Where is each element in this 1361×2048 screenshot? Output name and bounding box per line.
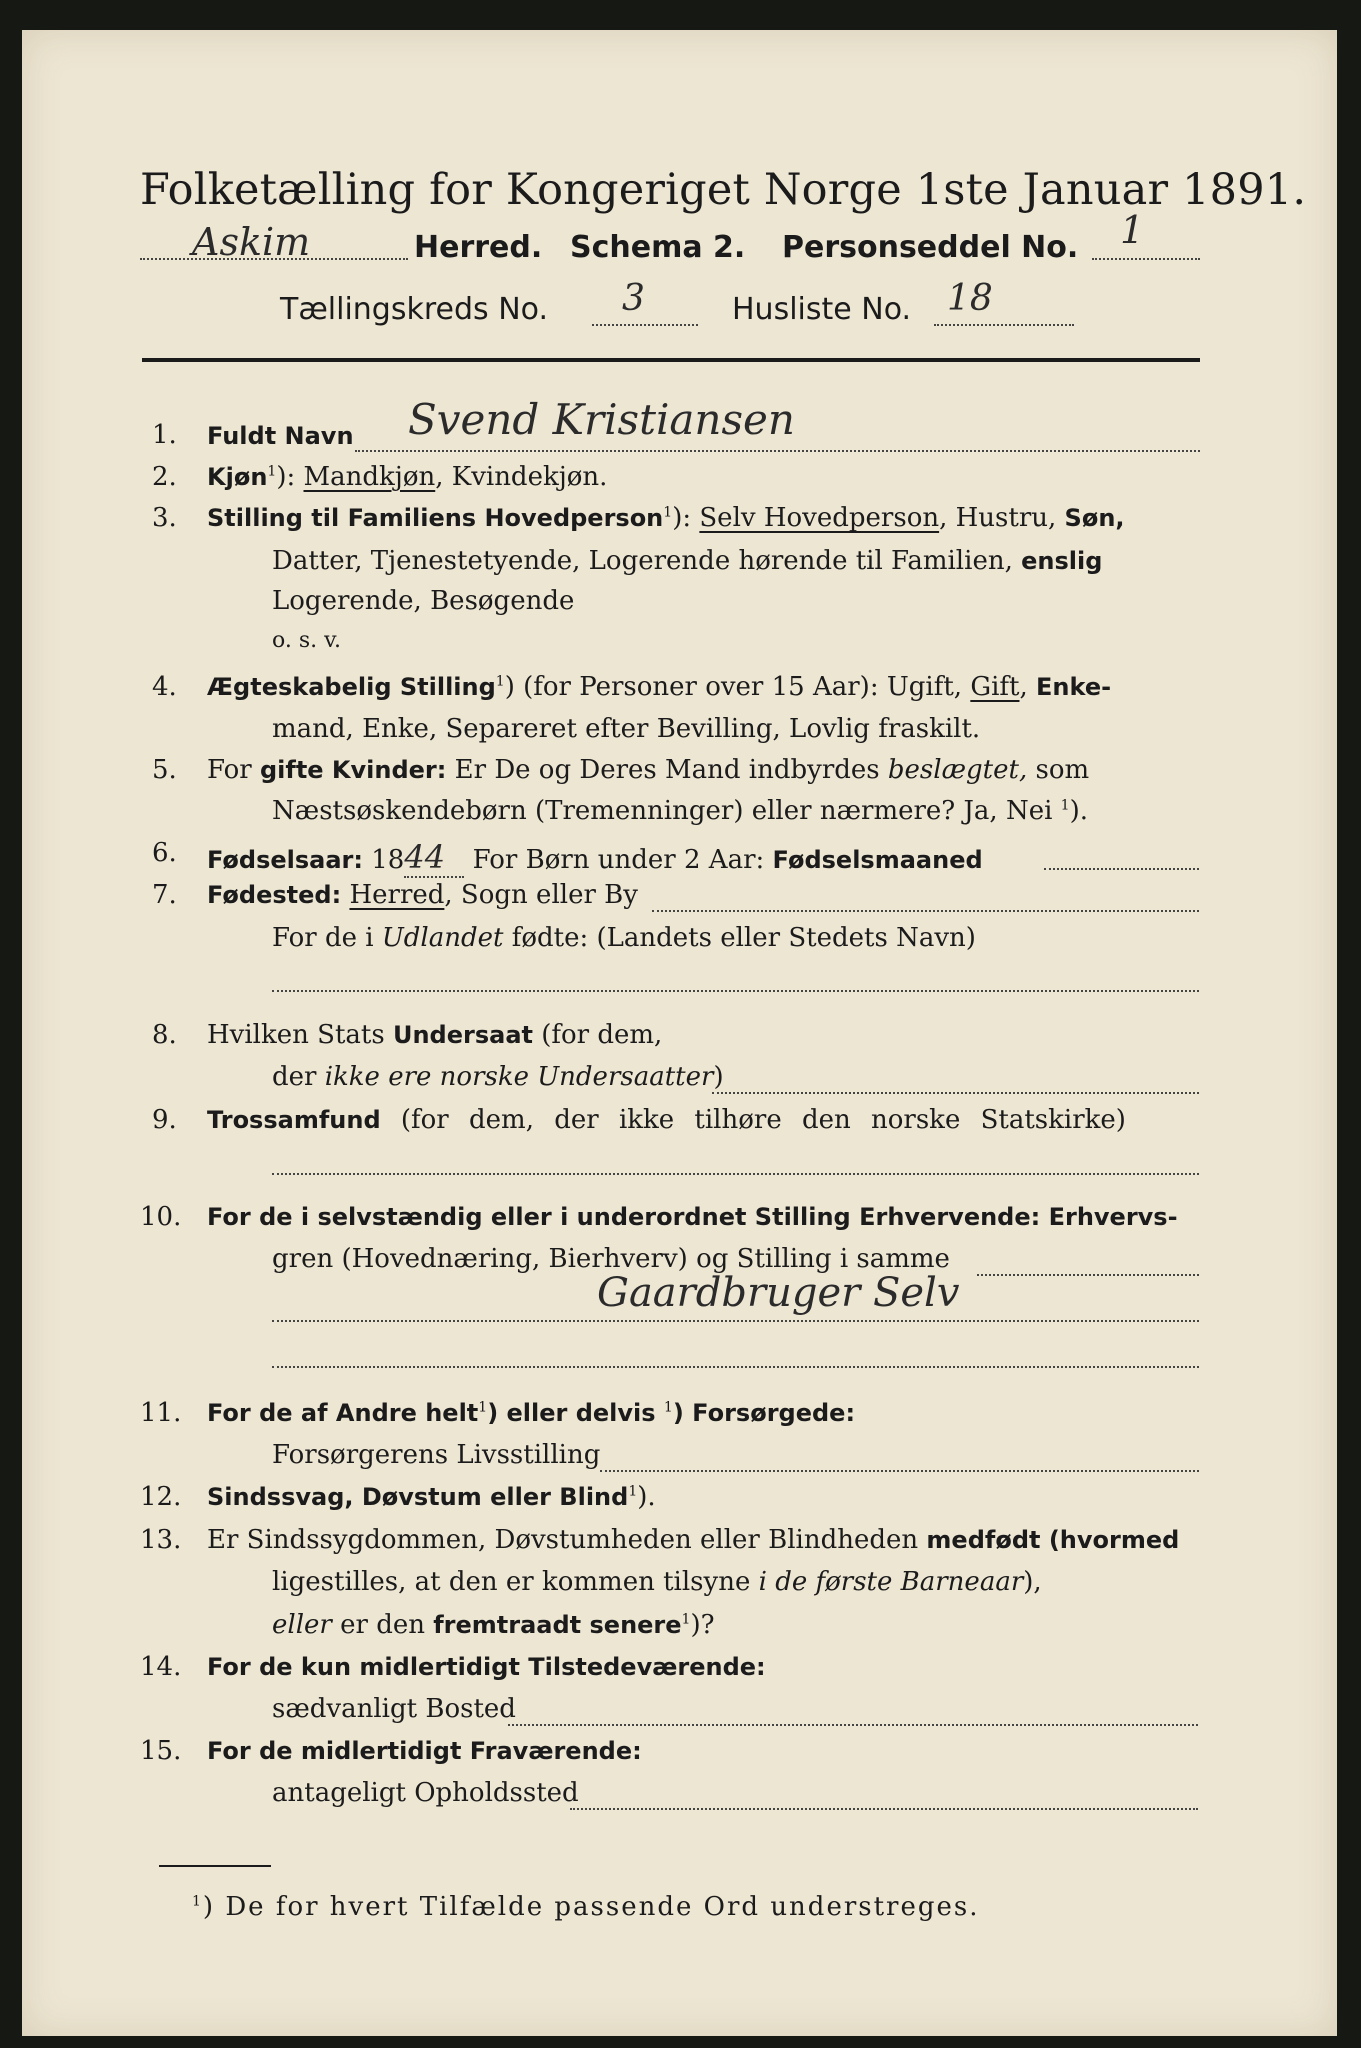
q6-dotted-line <box>1044 868 1199 870</box>
q10-label3: Erhvervs- <box>1040 1203 1178 1231</box>
q7-line2a: For de i <box>272 923 382 953</box>
q5-label: gifte Kvinder: <box>259 756 447 784</box>
q8-line1 <box>207 1020 662 1050</box>
q7-line1 <box>207 880 638 910</box>
footnote <box>192 1892 980 1922</box>
q14-dotted-line <box>508 1724 1198 1726</box>
q13-line2c: ), <box>1023 1567 1042 1597</box>
husliste-value: 18 <box>947 278 993 319</box>
q11-line2: Forsørgerens Livsstilling <box>272 1440 601 1470</box>
q8-text2: (for dem, <box>532 1020 663 1050</box>
census-form-page <box>22 30 1337 2036</box>
q13-text1: Er Sindssygdommen, Døvstumheden eller Blindheden <box>207 1525 927 1555</box>
q5-pre: For <box>207 755 260 785</box>
q14-line2: sædvanligt Bosted <box>272 1694 516 1724</box>
q13-medfodt: medfødt (hvormed <box>926 1526 1180 1554</box>
q1-dotted-line <box>355 450 1200 452</box>
q2-label: Kjøn <box>207 463 268 491</box>
q6-label: Fødselsaar: <box>207 846 363 874</box>
q10-dotted-line-3 <box>272 1366 1199 1368</box>
q3-line3: Logerende, Besøgende <box>272 586 575 616</box>
q11-sup2: 1 <box>663 1399 673 1416</box>
personseddel-value: 1 <box>1120 208 1145 252</box>
q9-label: Trossamfund <box>207 1106 381 1134</box>
header-rule <box>142 358 1200 362</box>
q3-option-selected: Selv Hovedperson <box>699 503 940 533</box>
q3-rest1: , Hustru, <box>939 503 1065 533</box>
q4-number: 4. <box>152 672 177 702</box>
q3-number: 3. <box>152 503 177 533</box>
schema-label: Schema 2. <box>570 230 746 265</box>
q1-label: Fuldt Navn <box>207 422 354 450</box>
q5-text: Er De og Deres Mand indbyrdes <box>446 755 888 785</box>
footnote-text: ) De for hvert Tilfælde passende Ord understreges. <box>202 1892 980 1922</box>
kreds-label: Tællingskreds No. <box>280 292 548 327</box>
kreds-dotted-line <box>592 324 698 326</box>
q8-label: Undersaat <box>392 1021 533 1049</box>
q12-end: ). <box>637 1482 656 1512</box>
q4-option-selected: Gift <box>970 672 1020 702</box>
q13-line3 <box>272 1610 715 1640</box>
q4-line2: mand, Enke, Separeret efter Bevilling, Lovlig fraskilt. <box>272 714 981 744</box>
q7-option-herred: Herred <box>349 880 445 910</box>
q10-line2: gren (Hovednæring, Bierhverv) og Stilling i samme <box>272 1244 950 1274</box>
q10-dotted-line-2 <box>272 1320 1199 1322</box>
q4-label: Ægteskabelig Stilling <box>207 673 496 701</box>
q2-after: ): <box>276 462 296 492</box>
q15-line2: antageligt Opholdssted <box>272 1778 579 1808</box>
q12-sup: 1 <box>628 1483 638 1500</box>
q15-dotted-line <box>570 1808 1198 1810</box>
q13-line3d: )? <box>690 1610 715 1640</box>
q8-line2b: ikke ere norske Undersaatter <box>324 1062 714 1092</box>
q5-end: som <box>1027 755 1090 785</box>
husliste-dotted-line <box>934 324 1074 326</box>
q7-dotted-line-2 <box>272 990 1199 992</box>
q3-son: Søn, <box>1064 504 1125 532</box>
q4-line1 <box>207 672 1111 702</box>
q11-sup1: 1 <box>478 1399 488 1416</box>
q11-line1 <box>207 1398 855 1428</box>
q3-line1 <box>207 503 1125 533</box>
q7-dotted-line <box>652 910 1199 912</box>
q8-line2c: ) <box>713 1062 724 1092</box>
q13-line1 <box>207 1525 1179 1555</box>
q10-dotted-line <box>977 1274 1199 1276</box>
q4-sup: 1 <box>495 673 505 690</box>
q11-end: ) Forsørgede: <box>672 1399 856 1427</box>
q10-label2: Erhvervende: <box>859 1203 1041 1231</box>
q7-udlandet: Udlandet <box>381 923 504 953</box>
q7-rest: , Sogn eller By <box>444 880 638 910</box>
q15-label <box>207 1736 642 1766</box>
q6-year-value: 44 <box>404 838 464 878</box>
q10-label1: For de i selvstændig eller i underordnet Stilling <box>207 1203 860 1231</box>
q12-number: 12. <box>140 1482 182 1512</box>
q2-option-mandkjon: Mandkjøn <box>303 462 436 492</box>
q13-eller: eller <box>272 1610 332 1640</box>
q15-number: 15. <box>140 1736 182 1766</box>
q9-text: (for dem, der ikke tilhøre den norske Statskirke) <box>380 1105 1126 1135</box>
q13-number: 13. <box>140 1525 182 1555</box>
q3-line4: o. s. v. <box>272 628 341 653</box>
q3-sup: 1 <box>663 504 673 521</box>
q11-mid: ) eller delvis <box>487 1399 664 1427</box>
q3-label: Stilling til Familiens Hovedperson <box>207 504 664 532</box>
q12-label: Sindssvag, Døvstum eller Blind <box>207 1483 629 1511</box>
q4-rest: , <box>1019 672 1037 702</box>
q7-number: 7. <box>152 880 177 910</box>
q5-number: 5. <box>152 755 177 785</box>
q11-dotted-line <box>600 1470 1199 1472</box>
herred-value: Askim <box>192 220 311 264</box>
q10-line1 <box>207 1202 1178 1232</box>
q3-enslig: enslig <box>1021 547 1103 575</box>
q7-line2 <box>272 923 976 953</box>
q6-year-prefix: 18 <box>371 845 405 875</box>
q8-line2 <box>272 1062 724 1092</box>
q5-line2-text: Næstsøskendebørn (Tremenninger) eller nærmere? Ja, Nei <box>272 796 1061 826</box>
q5-sup: 1 <box>1060 797 1070 814</box>
q14-label-text: For de kun midlertidigt Tilstedeværende: <box>207 1653 766 1681</box>
q5-close: ). <box>1069 796 1089 826</box>
q12-line <box>207 1482 656 1512</box>
q2-line <box>207 462 607 492</box>
q2-number: 2. <box>152 462 177 492</box>
q6-number: 6. <box>152 838 177 868</box>
q6-line <box>207 838 983 878</box>
herred-label: Herred. <box>414 230 543 265</box>
q3-line2-text: Datter, Tjenestetyende, Logerende hørende til Familien, <box>272 546 1022 576</box>
footnote-sup: 1 <box>192 1893 203 1910</box>
husliste-label: Husliste No. <box>732 292 912 327</box>
q10-occupation-value: Gaardbruger Selv <box>597 1270 960 1316</box>
q8-number: 8. <box>152 1020 177 1050</box>
personseddel-dotted-line <box>1092 258 1200 260</box>
q13-fremtraadt: fremtraadt senere <box>433 1611 682 1639</box>
q15-label-text: For de midlertidigt Fraværende: <box>207 1737 642 1765</box>
q1-number: 1. <box>152 420 177 450</box>
q10-number: 10. <box>140 1202 182 1232</box>
q8-text1: Hvilken Stats <box>207 1020 393 1050</box>
personseddel-label: Personseddel No. <box>782 230 1079 265</box>
q11-label: For de af Andre helt <box>207 1399 479 1427</box>
q4-enke: Enke- <box>1036 673 1112 701</box>
q13-line2b: i de første Barneaar <box>758 1567 1024 1597</box>
q7-line2c: fødte: (Landets eller Stedets Navn) <box>503 923 976 953</box>
q14-number: 14. <box>140 1652 182 1682</box>
q5-beslaegtet: beslægtet, <box>887 755 1028 785</box>
q14-label <box>207 1652 766 1682</box>
q3-after: ): <box>672 503 692 533</box>
q9-line <box>207 1105 1126 1135</box>
q9-number: 9. <box>152 1105 177 1135</box>
q7-label: Fødested: <box>207 881 342 909</box>
q8-dotted-line <box>712 1092 1199 1094</box>
q5-line1 <box>207 755 1089 785</box>
q6-label2: Fødselsmaaned <box>772 846 983 874</box>
q6-text: For Børn under 2 Aar: <box>472 845 773 875</box>
kreds-value: 3 <box>622 278 645 319</box>
q13-sup: 1 <box>681 1611 691 1628</box>
footnote-rule <box>159 1865 271 1867</box>
q13-line2a: ligestilles, at den er kommen tilsyne <box>272 1567 759 1597</box>
form-title: Folketælling for Kongeriget Norge 1ste Januar 1891. <box>140 165 1307 215</box>
q3-line2 <box>272 546 1102 576</box>
q13-line3b: er den <box>331 1610 434 1640</box>
q8-line2a: der <box>272 1062 325 1092</box>
q9-dotted-line <box>272 1173 1199 1175</box>
q2-rest: , Kvindekjøn. <box>435 462 608 492</box>
q11-number: 11. <box>140 1398 182 1428</box>
q1-name-value: Svend Kristiansen <box>408 395 795 444</box>
q13-line2 <box>272 1567 1042 1597</box>
q2-sup: 1 <box>267 463 277 480</box>
q4-after: ) (for Personer over 15 Aar): Ugift, <box>504 672 971 702</box>
q5-line2 <box>272 796 1088 826</box>
